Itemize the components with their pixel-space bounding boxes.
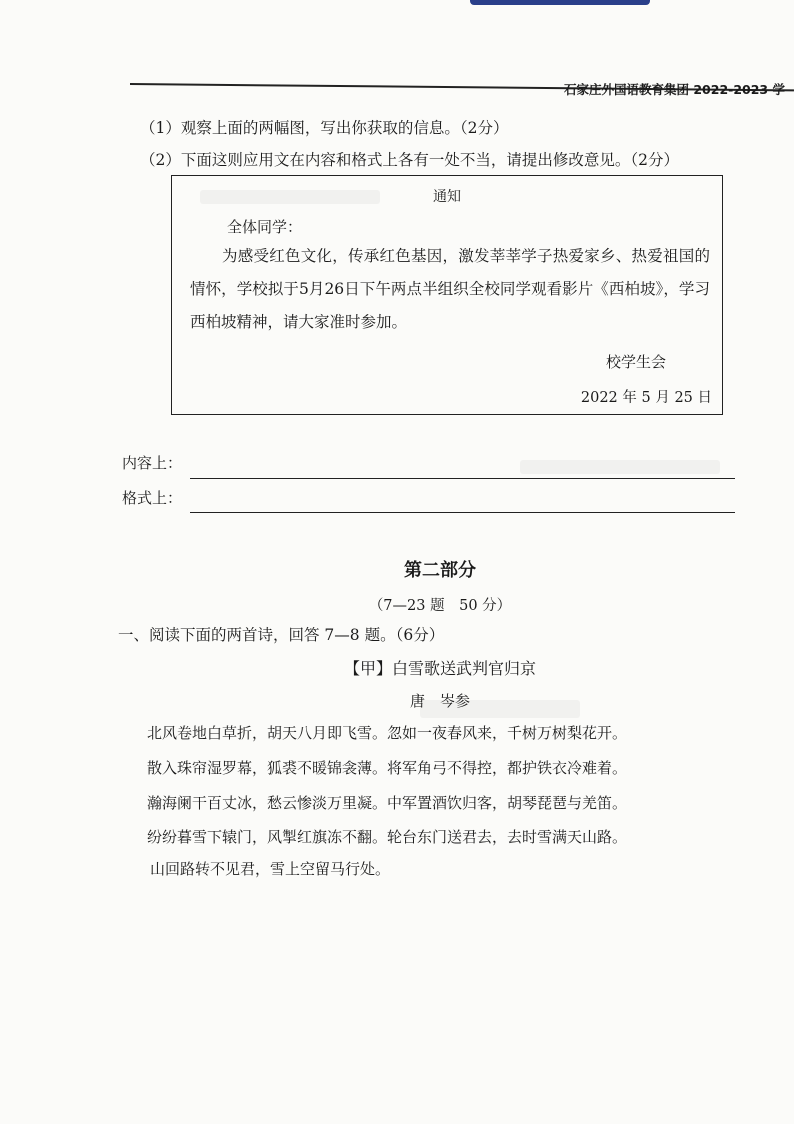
poem-line: 北风卷地白草折，胡天八月即飞雪。忽如一夜春风来，千树万树梨花开。 — [147, 724, 628, 742]
poem-author: 唐 岑参 — [409, 692, 470, 710]
section-heading: 一、阅读下面的两首诗，回答 7—8 题。（6分） — [118, 626, 445, 644]
part-title: 第二部分 — [404, 560, 476, 581]
notice-title: 通知 — [433, 189, 461, 205]
header-title: 石家庄外国语教育集团 2022-2023 学 — [564, 82, 785, 97]
notice-date: 2022 年 5 月 25 日 — [580, 390, 712, 406]
poem-line: 散入珠帘湿罗幕，狐裘不暖锦衾薄。将军角弓不得控，都护铁衣冷难着。 — [147, 759, 628, 777]
notice-signature: 校学生会 — [605, 353, 666, 371]
answer-format-line[interactable] — [190, 512, 735, 513]
poem-title: 【甲】白雪歌送武判官归京 — [343, 659, 536, 678]
question-2: （2）下面这则应用文在内容和格式上各有一处不当，请提出修改意见。（2分） — [140, 151, 679, 169]
answer-content-label: 内容上： — [122, 454, 183, 472]
top-edge-strip — [470, 0, 650, 5]
notice-body: 为感受红色文化，传承红色基因，激发莘莘学子热爱家乡、热爱祖国的情怀，学校拟于5月26日下午两点半组织全校同学观看影片《西柏坡》，学习西柏坡精神，请大家准时参加。 — [190, 247, 710, 331]
notice-box — [171, 175, 723, 415]
answer-content-row — [122, 452, 190, 473]
part-subtitle: （7—23 题 50 分） — [368, 598, 512, 614]
answer-format-label: 格式上： — [122, 489, 183, 507]
poem-line: 山回路转不见君，雪上空留马行处。 — [150, 860, 391, 878]
question-1: （1）观察上面的两幅图，写出你获取的信息。（2分） — [140, 119, 509, 137]
answer-format-row — [122, 487, 190, 508]
notice-greeting: 全体同学： — [227, 218, 303, 236]
poem-line: 瀚海阑干百丈冰，愁云惨淡万里凝。中军置酒饮归客，胡琴琵琶与羌笛。 — [147, 794, 628, 812]
answer-content-line[interactable] — [190, 478, 735, 479]
poem-line: 纷纷暮雪下辕门，风掣红旗冻不翻。轮台东门送君去，去时雪满天山路。 — [147, 828, 628, 846]
bleed-mark — [520, 460, 720, 474]
